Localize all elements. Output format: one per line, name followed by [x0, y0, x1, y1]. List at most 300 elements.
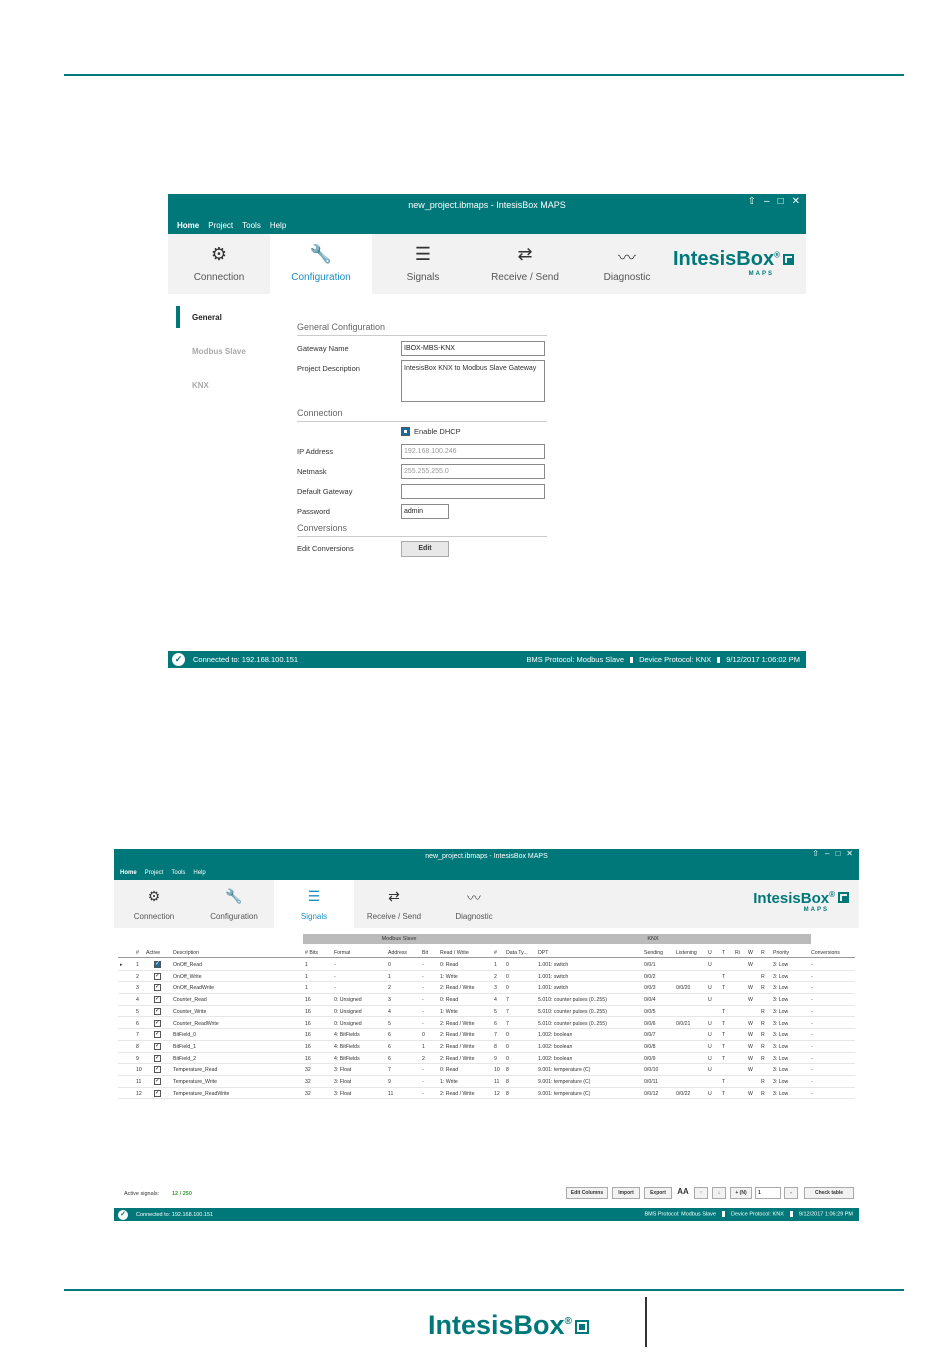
- tab-diagnostic[interactable]: [434, 880, 514, 928]
- row-selector-icon: ▸: [120, 962, 123, 968]
- col-dpt-cell: 1.002: boolean: [538, 1032, 573, 1039]
- col-address-cell: 3: [388, 997, 391, 1004]
- close-icon[interactable]: ✕: [791, 196, 800, 207]
- col-bits-header[interactable]: # Bits: [305, 950, 318, 956]
- col-sending-cell: 0/0/12: [644, 1090, 659, 1097]
- col-w-header[interactable]: W: [748, 950, 753, 956]
- tab-label: Configuration: [291, 272, 351, 283]
- menu-bar: [177, 221, 286, 230]
- menu-project[interactable]: Project: [208, 221, 234, 230]
- col-bits-cell: 16: [305, 1008, 311, 1015]
- col-format-cell: 4: BitFields: [334, 1055, 360, 1062]
- col-index-cell: 12: [136, 1090, 142, 1097]
- col-address-cell: 6: [388, 1043, 391, 1050]
- col-description-cell: Temperature_Read: [173, 1067, 218, 1074]
- tab-label: Diagnostic: [455, 912, 493, 921]
- col-t-cell: T: [722, 973, 726, 980]
- minimize-icon[interactable]: –: [825, 849, 830, 858]
- menu-tools[interactable]: Tools: [242, 221, 261, 230]
- col-index-cell: 6: [136, 1020, 139, 1027]
- table-row[interactable]: [118, 1076, 855, 1088]
- col-data-type-cell: 7: [506, 1008, 509, 1015]
- menu-home[interactable]: Home: [177, 221, 200, 230]
- menu-help[interactable]: Help: [269, 221, 287, 230]
- upload-icon[interactable]: ⇧: [747, 196, 756, 207]
- col-conversions-cell: -: [811, 1043, 813, 1050]
- col-read-write-cell: 2: Read / Write: [440, 1090, 475, 1097]
- col-address-header[interactable]: Address: [388, 950, 408, 956]
- col-t-header[interactable]: T: [722, 950, 726, 956]
- col-description-cell: Counter_Read: [173, 997, 207, 1004]
- col-t-cell: T: [722, 1055, 726, 1062]
- col-knx-index-cell: 3: [494, 985, 497, 992]
- connection-icon: ⚙: [147, 888, 161, 904]
- brand-name: IntesisBox: [753, 890, 830, 907]
- col-knx-index-cell: 10: [494, 1067, 500, 1074]
- col-dpt-cell: 1.001: switch: [538, 985, 569, 992]
- col-sending-cell: 0/0/1: [644, 962, 656, 968]
- col-w-cell: W: [748, 1090, 753, 1097]
- tab-connection[interactable]: [168, 234, 270, 294]
- section-conversions: Conversions: [297, 523, 547, 537]
- col-t-cell: T: [722, 1079, 726, 1085]
- netmask-label: Netmask: [297, 467, 327, 476]
- active-checkbox[interactable]: ✓: [155, 1078, 161, 1084]
- col-format-cell: 0: Unsigned: [334, 997, 362, 1004]
- maximize-icon[interactable]: □: [835, 849, 841, 858]
- col-dpt-cell: 1.001: switch: [538, 973, 569, 980]
- project-description-label: Project Description: [297, 364, 360, 373]
- connected-label: Connected to:: [193, 655, 240, 664]
- col-knx-index-cell: 1: [494, 962, 497, 968]
- active-checkbox[interactable]: ✓: [155, 972, 161, 979]
- col-read-write-cell: 0: Read: [440, 962, 459, 968]
- active-checkbox[interactable]: ✓: [155, 1042, 161, 1049]
- col-w-cell: W: [748, 1032, 753, 1039]
- separator: [790, 1211, 793, 1217]
- ribbon-toolbar: [114, 880, 859, 928]
- col-priority-cell: 3: Low: [773, 962, 789, 968]
- ip-address-input[interactable]: 192.168.100.246: [401, 444, 545, 459]
- window-title: new_project.ibmaps - IntesisBox MAPS: [408, 200, 566, 210]
- col-address-cell: 6: [388, 1032, 391, 1039]
- transfer-icon: ⇄: [517, 244, 533, 264]
- maximize-icon[interactable]: □: [777, 196, 784, 207]
- active-checkbox[interactable]: ✓: [155, 1054, 161, 1061]
- tab-label: Connection: [133, 912, 175, 921]
- col-read-write-cell: 1: Write: [440, 973, 458, 980]
- col-dpt-cell: 5.010: counter pulses (0..255): [538, 1020, 607, 1027]
- col-read-write-cell: 2: Read / Write: [440, 1043, 475, 1050]
- col-address-cell: 2: [388, 985, 391, 992]
- connected-check-icon: ✓: [118, 1210, 128, 1220]
- col-sending-cell: 0/0/5: [644, 1008, 656, 1015]
- col-sending-cell: 0/0/3: [644, 985, 656, 992]
- col-address-cell: 0: [388, 962, 391, 968]
- title-bar: [168, 194, 806, 234]
- menu-tools[interactable]: Tools: [171, 870, 186, 876]
- col-knx-index-header[interactable]: #: [494, 950, 497, 956]
- netmask-input[interactable]: 255.255.255.0: [401, 464, 545, 479]
- col-data-type-cell: 8: [506, 1067, 509, 1074]
- default-gateway-label: Default Gateway: [297, 487, 353, 496]
- tab-label: Configuration: [210, 912, 258, 921]
- minimize-icon[interactable]: –: [764, 196, 770, 207]
- tab-receive-send[interactable]: [474, 234, 576, 294]
- col-address-cell: 1: [388, 973, 391, 980]
- col-description-header[interactable]: Description: [173, 950, 199, 956]
- active-checkbox[interactable]: ✓: [155, 1031, 161, 1038]
- col-bits-cell: 1: [305, 973, 308, 980]
- tab-diagnostic[interactable]: [576, 234, 678, 294]
- col-description-cell: Counter_ReadWrite: [173, 1020, 219, 1027]
- enable-dhcp-checkbox[interactable]: [401, 427, 461, 436]
- col-read-write-cell: 0: Read: [440, 1067, 459, 1074]
- col-format-cell: -: [334, 985, 336, 992]
- col-index-cell: 11: [136, 1079, 142, 1085]
- col-priority-cell: 3: Low: [773, 1032, 789, 1039]
- col-conversions-cell: -: [811, 973, 813, 980]
- table-row[interactable]: [118, 971, 855, 983]
- col-bits-cell: 32: [305, 1067, 311, 1074]
- footer-intesisbox-logo: [428, 1310, 589, 1341]
- sidenav-knx[interactable]: KNX: [192, 381, 209, 390]
- list-icon: ☰: [414, 244, 432, 264]
- col-format-cell: 0: Unsigned: [334, 1020, 362, 1027]
- col-bits-cell: 16: [305, 1020, 311, 1027]
- col-read-write-cell: 2: Read / Write: [440, 1032, 475, 1039]
- brand-sub: MAPS: [748, 271, 774, 277]
- col-sending-header[interactable]: Sending: [644, 950, 664, 956]
- col-bits-cell: 16: [305, 1043, 311, 1050]
- col-r-cell: R: [761, 973, 765, 980]
- col-conversions-cell: -: [811, 985, 813, 992]
- active-checkbox[interactable]: ✓: [155, 961, 161, 967]
- col-data-type-cell: 0: [506, 985, 509, 992]
- col-format-cell: -: [334, 962, 336, 968]
- col-read-write-cell: 0: Read: [440, 997, 459, 1004]
- col-t-cell: T: [722, 1020, 726, 1027]
- col-priority-cell: 3: Low: [773, 1008, 789, 1015]
- col-knx-index-cell: 8: [494, 1043, 497, 1050]
- tab-configuration[interactable]: [270, 234, 372, 294]
- close-icon[interactable]: ✕: [846, 849, 853, 858]
- table-row[interactable]: [118, 959, 855, 971]
- device-protocol: Device Protocol: KNX: [730, 1211, 784, 1218]
- col-listening-cell: 0/0/21: [676, 1020, 691, 1027]
- table-row[interactable]: [118, 1029, 855, 1041]
- table-row[interactable]: [118, 1041, 855, 1053]
- active-checkbox[interactable]: ✓: [155, 1066, 161, 1073]
- col-w-cell: W: [748, 1055, 753, 1062]
- col-bit-cell: 0: [422, 1032, 425, 1039]
- col-r-header[interactable]: R: [761, 950, 765, 956]
- col-ri-header[interactable]: Ri: [735, 950, 740, 956]
- col-conversions-cell: -: [811, 1090, 813, 1097]
- col-bits-cell: 16: [305, 997, 311, 1004]
- col-r-cell: R: [761, 1032, 765, 1039]
- col-priority-cell: 3: Low: [773, 985, 789, 992]
- intesisbox-logo: [753, 890, 849, 913]
- col-r-cell: R: [761, 1020, 765, 1027]
- col-listening-header[interactable]: Listening: [676, 950, 697, 956]
- pulse-icon: 〰: [467, 890, 481, 906]
- col-read-write-header[interactable]: Read / Write: [440, 950, 469, 956]
- col-w-cell: W: [748, 1020, 753, 1027]
- tab-label: Receive / Send: [366, 912, 422, 921]
- col-priority-cell: 3: Low: [773, 1043, 789, 1050]
- col-u-cell: U: [708, 1032, 712, 1039]
- separator: [717, 657, 720, 663]
- col-sending-cell: 0/0/2: [644, 973, 656, 980]
- col-index-cell: 1: [136, 962, 139, 968]
- col-u-cell: U: [708, 1020, 712, 1027]
- table-bottom-bar: [114, 1186, 859, 1202]
- status-right: [644, 1211, 859, 1217]
- table-row[interactable]: [118, 994, 855, 1006]
- col-bits-cell: 16: [305, 1032, 311, 1039]
- col-t-cell: T: [722, 1090, 726, 1097]
- col-conversions-cell: -: [811, 1032, 813, 1039]
- col-description-cell: OnOff_Read: [173, 962, 203, 968]
- remove-button[interactable]: -: [784, 1187, 798, 1199]
- tab-signals[interactable]: [274, 880, 354, 928]
- edit-conversions-button[interactable]: Edit: [401, 541, 449, 557]
- tab-label: Diagnostic: [603, 272, 651, 283]
- bms-protocol: BMS Protocol: Modbus Slave: [526, 655, 625, 664]
- col-format-cell: 4: BitFields: [334, 1043, 360, 1050]
- col-address-cell: 5: [388, 1020, 391, 1027]
- edit-columns-button[interactable]: Edit Columns: [566, 1187, 608, 1199]
- upload-icon[interactable]: ⇧: [812, 849, 819, 858]
- pulse-icon: 〰: [618, 248, 636, 268]
- col-data-type-cell: 0: [506, 1032, 509, 1039]
- col-sending-cell: 0/0/11: [644, 1079, 659, 1085]
- col-conversions-cell: -: [811, 962, 813, 968]
- check-table-button[interactable]: Check table: [804, 1187, 854, 1199]
- col-dpt-header[interactable]: DPT: [538, 950, 549, 956]
- general-config-form: [297, 322, 547, 559]
- col-u-cell: U: [708, 962, 712, 968]
- col-read-write-cell: 2: Read / Write: [440, 985, 475, 992]
- col-bits-cell: 1: [305, 962, 308, 968]
- col-index-header[interactable]: #: [136, 950, 139, 956]
- col-bits-cell: 32: [305, 1079, 311, 1085]
- separator: [630, 657, 633, 663]
- col-conversions-cell: -: [811, 1055, 813, 1062]
- col-priority-cell: 3: Low: [773, 1055, 789, 1062]
- col-priority-cell: 3: Low: [773, 973, 789, 980]
- col-bits-cell: 32: [305, 1090, 311, 1097]
- device-protocol: Device Protocol: KNX: [639, 655, 712, 664]
- col-u-cell: U: [708, 1043, 712, 1050]
- brand-name: IntesisBox: [672, 248, 775, 270]
- tab-configuration[interactable]: [194, 880, 274, 928]
- connected-check-icon: ✓: [172, 653, 185, 666]
- col-bit-header[interactable]: Bit: [422, 950, 429, 956]
- active-checkbox[interactable]: ✓: [155, 1007, 161, 1014]
- col-data-type-cell: 0: [506, 962, 509, 968]
- col-w-cell: W: [748, 962, 753, 968]
- menu-project[interactable]: Project: [144, 870, 164, 876]
- connected-ip: 192.168.100.151: [171, 1211, 214, 1218]
- connected-ip: 192.168.100.151: [241, 655, 299, 664]
- col-conversions-cell: -: [811, 1008, 813, 1015]
- add-count-stepper[interactable]: 1: [755, 1187, 781, 1199]
- col-index-cell: 4: [136, 997, 139, 1004]
- window-controls: [748, 196, 800, 207]
- col-format-header[interactable]: Format: [334, 950, 351, 956]
- col-r-cell: R: [761, 1090, 765, 1097]
- col-sending-cell: 0/0/4: [644, 997, 656, 1004]
- col-t-cell: T: [722, 1032, 726, 1039]
- tab-receive-send[interactable]: [354, 880, 434, 928]
- table-row[interactable]: [118, 1088, 855, 1100]
- col-r-cell: R: [761, 1043, 765, 1050]
- col-bit-cell: -: [422, 985, 424, 992]
- col-r-cell: R: [761, 1079, 765, 1085]
- col-conversions-cell: -: [811, 997, 813, 1004]
- move-down-button[interactable]: ↓: [712, 1187, 726, 1199]
- col-t-cell: T: [722, 1008, 726, 1015]
- col-u-cell: U: [708, 1067, 712, 1074]
- brand-icon: [838, 892, 849, 903]
- status-datetime: 9/12/2017 1:06:29 PM: [798, 1211, 853, 1218]
- col-active-header[interactable]: Active: [146, 950, 161, 956]
- col-format-cell: 4: BitFields: [334, 1032, 360, 1039]
- col-format-cell: 3: Float: [334, 1090, 352, 1097]
- group-modbus-slave: Modbus Slave: [303, 934, 495, 944]
- menu-help[interactable]: Help: [193, 870, 206, 876]
- col-conversions-header[interactable]: Conversions: [811, 950, 840, 956]
- header-rule: [64, 74, 904, 76]
- col-description-cell: BitField_1: [173, 1043, 197, 1050]
- brand-icon: [575, 1320, 589, 1334]
- col-sending-cell: 0/0/7: [644, 1032, 656, 1039]
- col-format-cell: 3: Float: [334, 1067, 352, 1074]
- col-sending-cell: 0/0/6: [644, 1020, 656, 1027]
- col-knx-index-cell: 5: [494, 1008, 497, 1015]
- col-priority-header[interactable]: Priority: [773, 950, 790, 956]
- table-row[interactable]: [118, 1006, 855, 1018]
- window-controls: [812, 849, 853, 858]
- table-row[interactable]: [118, 1064, 855, 1076]
- col-address-cell: 7: [388, 1067, 391, 1074]
- col-bit-cell: -: [422, 1008, 424, 1015]
- ip-address-label: IP Address: [297, 447, 334, 456]
- active-checkbox[interactable]: ✓: [155, 996, 161, 1003]
- gateway-name-input[interactable]: IBOX-MBS-KNX: [401, 341, 545, 356]
- col-u-cell: U: [708, 985, 712, 992]
- add-n-button[interactable]: + (N): [730, 1187, 752, 1199]
- col-u-cell: U: [708, 1090, 712, 1097]
- col-index-cell: 2: [136, 973, 139, 980]
- status-bar: [114, 1208, 859, 1221]
- footer-divider: [645, 1297, 647, 1347]
- signals-window: [114, 849, 859, 1221]
- col-dpt-cell: 9.001: temperature (C): [538, 1067, 591, 1074]
- checkbox-checked-icon: [401, 427, 410, 436]
- active-checkbox[interactable]: ✓: [155, 1019, 161, 1026]
- col-priority-cell: 3: Low: [773, 997, 789, 1004]
- col-w-cell: W: [748, 1067, 753, 1074]
- project-description-input[interactable]: IntesisBox KNX to Modbus Slave Gateway: [401, 360, 545, 402]
- registered-mark: ®: [829, 890, 835, 899]
- col-knx-index-cell: 12: [494, 1090, 500, 1097]
- title-bar: [114, 849, 859, 880]
- export-button[interactable]: Export: [644, 1187, 672, 1199]
- menu-home[interactable]: Home: [120, 870, 137, 876]
- active-checkbox[interactable]: ✓: [155, 984, 161, 991]
- col-u-cell: U: [708, 1055, 712, 1062]
- col-format-cell: 3: Float: [334, 1079, 352, 1085]
- import-button[interactable]: Import: [612, 1187, 640, 1199]
- intesisbox-logo: [673, 248, 794, 277]
- tab-label: Connection: [193, 272, 245, 283]
- col-data-type-cell: 0: [506, 973, 509, 980]
- col-read-write-cell: 2: Read / Write: [440, 1055, 475, 1062]
- col-knx-index-cell: 4: [494, 997, 497, 1004]
- table-row[interactable]: [118, 1018, 855, 1030]
- col-dpt-cell: 5.010: counter pulses (0..255): [538, 997, 607, 1004]
- col-index-cell: 8: [136, 1043, 139, 1050]
- status-right: [527, 655, 806, 664]
- tab-signals[interactable]: [372, 234, 474, 294]
- section-connection: Connection: [297, 408, 547, 422]
- col-dpt-cell: 1.002: boolean: [538, 1043, 573, 1050]
- section-general-configuration: General Configuration: [297, 322, 547, 336]
- col-data-type-cell: 8: [506, 1079, 509, 1085]
- active-checkbox[interactable]: ✓: [155, 1089, 161, 1096]
- registered-mark: ®: [774, 250, 780, 260]
- status-bar: [168, 651, 806, 668]
- col-bit-cell: -: [422, 1020, 424, 1027]
- side-nav: [168, 306, 278, 408]
- col-dpt-cell: 1.002: boolean: [538, 1055, 573, 1062]
- col-bits-cell: 16: [305, 1055, 311, 1062]
- sidenav-modbus-slave[interactable]: Modbus Slave: [192, 347, 246, 356]
- bms-protocol: BMS Protocol: Modbus Slave: [644, 1211, 716, 1218]
- wrench-icon: 🔧: [309, 244, 333, 264]
- sidenav-general[interactable]: General: [168, 306, 278, 340]
- ribbon-toolbar: [168, 234, 806, 294]
- table-row[interactable]: [118, 1053, 855, 1065]
- col-data-type-header[interactable]: Data Ty...: [506, 950, 528, 956]
- col-address-cell: 11: [388, 1090, 394, 1097]
- font-size-button[interactable]: AA: [677, 1187, 689, 1196]
- col-w-cell: W: [748, 1043, 753, 1050]
- default-gateway-input[interactable]: [401, 484, 545, 499]
- col-description-cell: Counter_Write: [173, 1008, 207, 1015]
- tab-connection[interactable]: [114, 880, 194, 928]
- password-label: Password: [297, 507, 330, 516]
- col-bit-cell: -: [422, 1090, 424, 1097]
- enable-dhcp-label: Enable DHCP: [414, 427, 461, 436]
- col-bits-cell: 1: [305, 985, 308, 992]
- col-data-type-cell: 0: [506, 1055, 509, 1062]
- col-u-header[interactable]: U: [708, 950, 712, 956]
- col-knx-index-cell: 6: [494, 1020, 497, 1027]
- col-r-cell: R: [761, 1055, 765, 1062]
- active-signals-label: Active signals:: [124, 1191, 160, 1197]
- col-data-type-cell: 7: [506, 1020, 509, 1027]
- table-row[interactable]: [118, 982, 855, 994]
- col-sending-cell: 0/0/10: [644, 1067, 659, 1074]
- table-header: [118, 948, 855, 958]
- password-input[interactable]: admin: [401, 504, 449, 519]
- col-index-cell: 3: [136, 985, 139, 992]
- move-up-button[interactable]: ↑: [694, 1187, 708, 1199]
